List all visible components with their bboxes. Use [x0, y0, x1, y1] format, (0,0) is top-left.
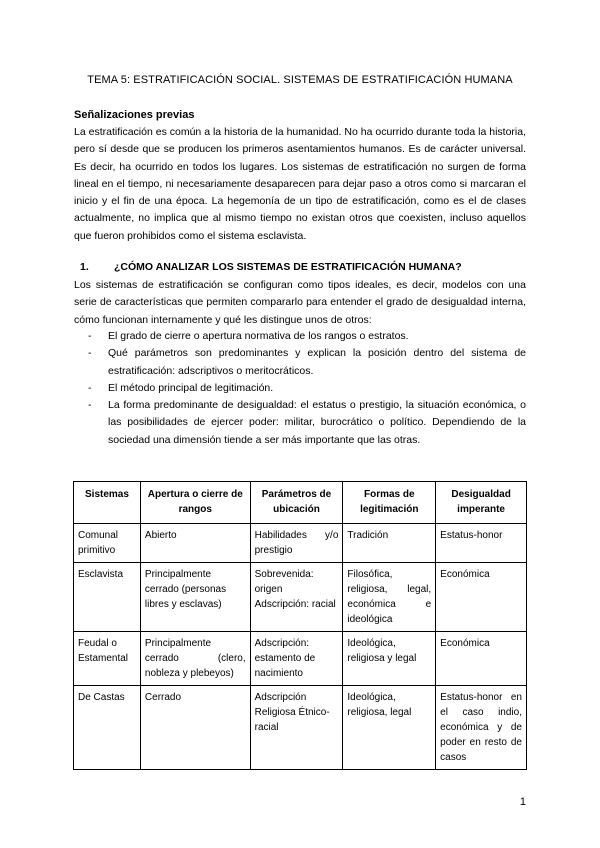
criteria-list — [74, 328, 526, 449]
dash-bullet-icon: - — [88, 399, 92, 412]
table-row — [74, 686, 527, 770]
table-row — [74, 524, 527, 563]
table-row — [74, 563, 527, 632]
table-cell: Abierto — [140, 524, 250, 563]
table-cell: Sobrevenida: origen Adscripción: racial — [250, 563, 343, 632]
table-cell: Económica — [436, 632, 527, 686]
header-cell: Apertura o cierre de rangos — [140, 482, 250, 524]
page-number: 1 — [519, 796, 526, 808]
table-cell: Principalmente cerrado (clero, nobleza y plebeyos) — [140, 632, 250, 686]
document-title: TEMA 5: ESTRATIFICACIÓN SOCIAL. SISTEMAS DE ESTRATIFICACIÓN HUMANA — [87, 74, 513, 86]
dash-bullet-icon: - — [88, 330, 92, 342]
table-cell: Tradición — [343, 524, 436, 563]
stratification-systems-table — [73, 481, 527, 770]
section-1-heading — [74, 261, 462, 273]
table-cell: Feudal o Estamental — [74, 632, 141, 686]
table-cell: Estatus-honor en el caso indio, económica y de poder en resto de casos — [436, 686, 527, 770]
header-cell: Formas de legitimación — [343, 482, 436, 524]
list-item: - La forma predominante de desigualdad: el estatus o prestigio, la situación económica, o las posibilidades de ejercer poder: militar, burocrático o político. Dependiendo de la sociedad una dimensión tiende a ser más importante que las otras. — [88, 399, 526, 446]
list-item: - El método principal de legitimación. — [74, 380, 526, 397]
table-cell: Económica — [436, 563, 527, 632]
table-cell: De Castas — [74, 686, 141, 770]
table-cell: Esclavista — [74, 563, 141, 632]
dash-bullet-icon: - — [88, 347, 92, 360]
dash-bullet-icon: - — [88, 381, 92, 394]
header-cell: Parámetros de ubicación — [250, 482, 343, 524]
table-header-row — [74, 482, 527, 524]
list-item: - Qué parámetros son predominantes y explican la posición dentro del sistema de estratificación: adscriptivos o meritocráticos. — [88, 347, 526, 377]
table-cell: Comunal primitivo — [74, 524, 141, 563]
table-cell: Adscripción Religiosa Étnico-racial — [250, 686, 343, 770]
table-cell: Adscripción: estamento de nacimiento — [250, 632, 343, 686]
list-item: - El grado de cierre o apertura normativa de los rangos o estratos. — [74, 328, 526, 345]
section-1-number: 1. — [80, 261, 89, 273]
table-cell: Cerrado — [140, 686, 250, 770]
header-cell: Sistemas — [74, 482, 141, 524]
section-1-paragraph: Los sistemas de estratificación se configuran como tipos ideales, es decir, modelos con una serie de características que permiten compararlo para entender el grado de desigualdad interna, cómo funcionan internamente y qué les distingue unos de otros: — [74, 279, 526, 326]
table-row — [74, 632, 527, 686]
table-cell: Principalmente cerrado (personas libres y esclavas) — [140, 563, 250, 632]
table-cell: Filosófica, religiosa, legal, económica e ideológica — [343, 563, 436, 632]
table-cell: Habilidades y/o prestigio — [250, 524, 343, 563]
header-cell: Desigualdad imperante — [436, 482, 527, 524]
table-cell: Estatus-honor — [436, 524, 527, 563]
previous-signals-paragraph: La estratificación es común a la historia de la humanidad. No ha ocurrido durante toda la historia, pero sí desde que se producen los primeros asentamientos humanos. Es de carácter universal. Es decir, ha ocurrido en todos los lugares. Los sistemas de estratificación no surgen de forma lineal en el tiempo, ni necesariamente desaparecen para dejar paso a otros como si marcaran el inicio y el fin de una época. La hegemonía de un tipo de estratificación, como es el de clases actualmente, no implica que al mismo tiempo no existan otros que coexisten, incluso aquellos que fueron prohibidos como el sistema esclavista. — [74, 126, 526, 242]
previous-signals-heading: Señalizaciones previas — [74, 109, 195, 121]
table-cell: Ideológica, religiosa, legal — [343, 686, 436, 770]
table-cell: Ideológica, religiosa y legal — [343, 632, 436, 686]
section-1-title: ¿CÓMO ANALIZAR LOS SISTEMAS DE ESTRATIFICACIÓN HUMANA? — [114, 261, 462, 273]
